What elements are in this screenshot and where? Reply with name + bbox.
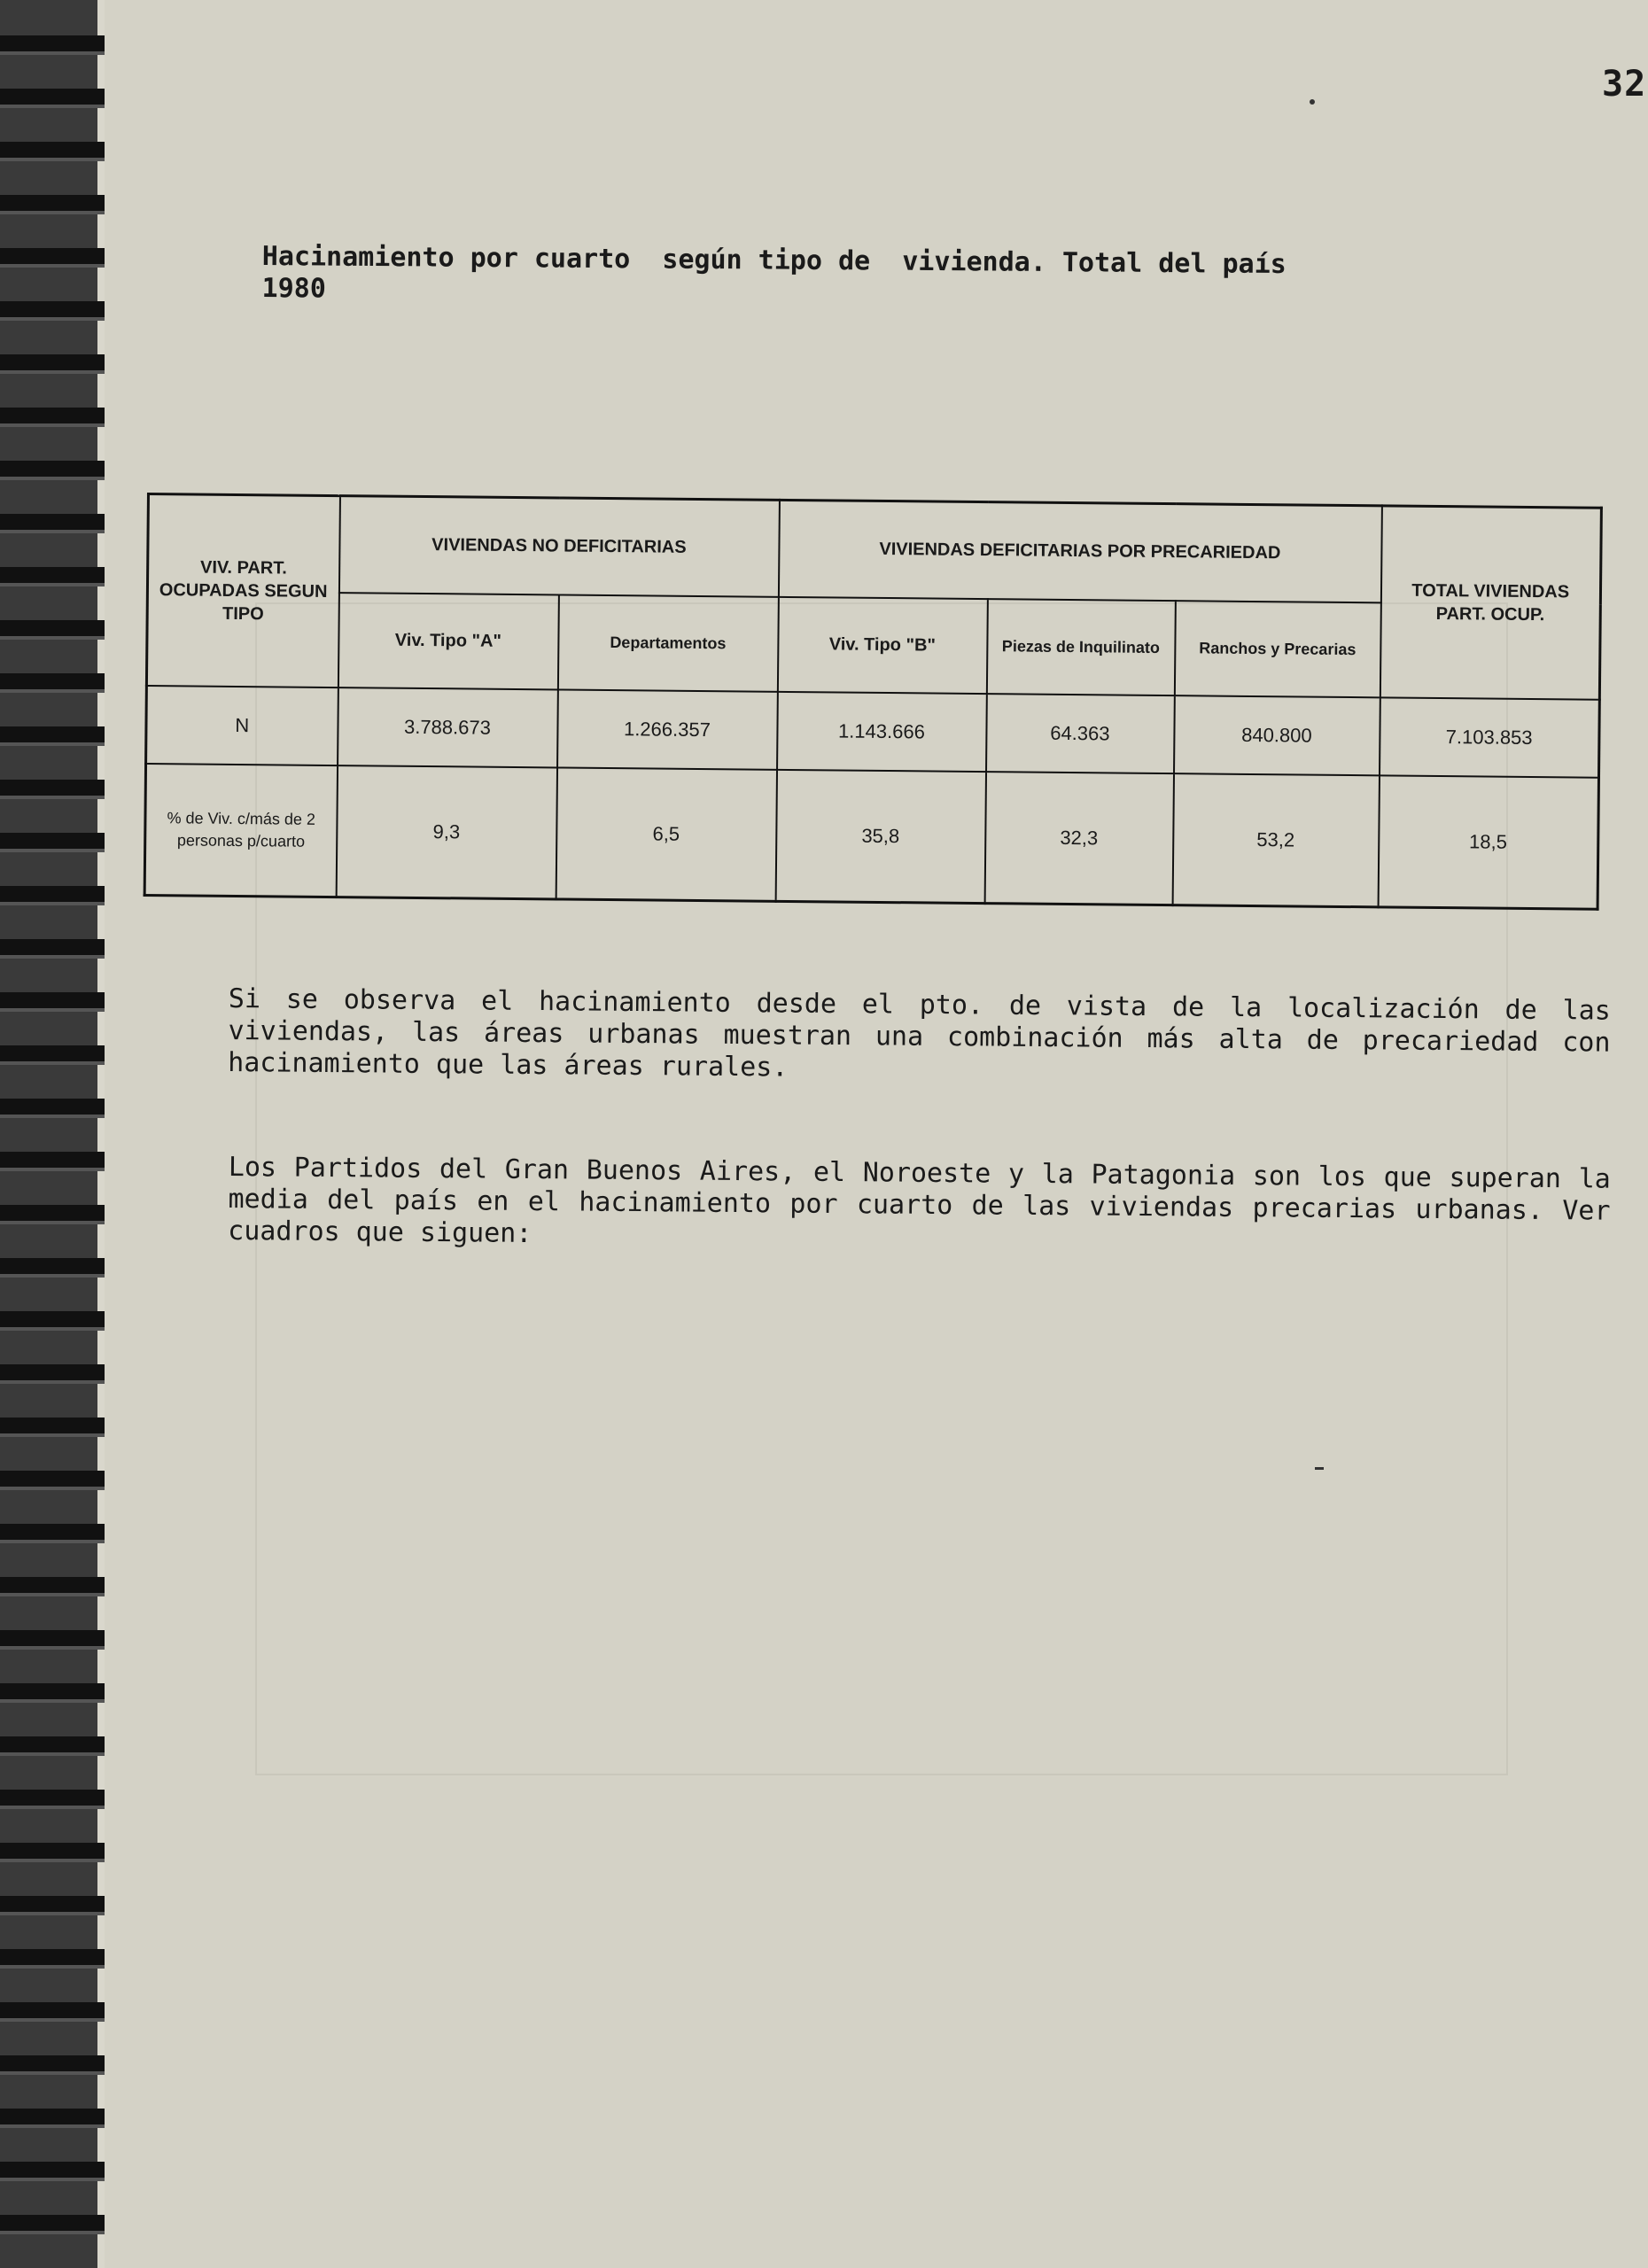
paragraph: Si se observa el hacinamiento desde el pto. de vista de la localización de las viviendas, las áreas urbanas muestran una combinación más alta de precariedad con hacinamiento que las áreas rurales. xyxy=(228,983,1611,1084)
page-number: 32 xyxy=(1602,64,1647,105)
row-label: N xyxy=(146,686,338,765)
table-row xyxy=(146,686,1600,778)
paper-speck xyxy=(1315,1467,1324,1470)
table-cell: 7.103.853 xyxy=(1379,698,1599,779)
table-cell: 32,3 xyxy=(984,772,1173,905)
table-cell: 18,5 xyxy=(1378,776,1598,910)
total-header-cell: TOTAL VIVIENDAS PART. OCUP. xyxy=(1380,506,1601,700)
table-row xyxy=(144,764,1598,909)
table-cell: 53,2 xyxy=(1172,773,1379,906)
table-container xyxy=(144,493,1600,911)
column-header: Piezas de Inquilinato xyxy=(986,599,1175,696)
table-cell: 840.800 xyxy=(1174,695,1380,775)
row-header-cell: VIV. PART. OCUPADAS SEGUN TIPO xyxy=(146,494,339,688)
paragraph: Los Partidos del Gran Buenos Aires, el Noroeste y la Patagonia son los que superan la media del país en el hacinamiento por cuarto de las viviendas precarias urbanas. Ver cuadros que siguen: xyxy=(228,1152,1611,1249)
table-cell: 35,8 xyxy=(775,770,985,903)
table-cell: 9,3 xyxy=(336,765,556,899)
crowding-table xyxy=(144,493,1603,911)
document-page xyxy=(105,0,1648,2268)
table-cell: 6,5 xyxy=(556,768,776,902)
group-header-deficitarias: VIVIENDAS DEFICITARIAS POR PRECARIEDAD xyxy=(778,500,1381,602)
group-header-no-deficitarias: VIVIENDAS NO DEFICITARIAS xyxy=(338,496,779,597)
table-cell: 3.788.673 xyxy=(338,687,558,768)
table-header-row xyxy=(147,494,1601,605)
table-cell: 64.363 xyxy=(986,694,1175,773)
row-label: % de Viv. c/más de 2 personas p/cuarto xyxy=(144,764,337,897)
table-cell: 1.143.666 xyxy=(777,692,987,772)
column-header: Departamentos xyxy=(557,594,778,692)
paper-speck xyxy=(1310,99,1315,105)
column-header: Ranchos y Precarias xyxy=(1174,601,1380,698)
column-header: Viv. Tipo "A" xyxy=(338,593,558,690)
table-cell: 1.266.357 xyxy=(557,690,778,771)
column-header: Viv. Tipo "B" xyxy=(777,596,987,694)
spiral-binding xyxy=(0,0,97,2268)
page-title: Hacinamiento por cuarto según tipo de vivienda. Total del país 1980 xyxy=(261,241,1287,305)
